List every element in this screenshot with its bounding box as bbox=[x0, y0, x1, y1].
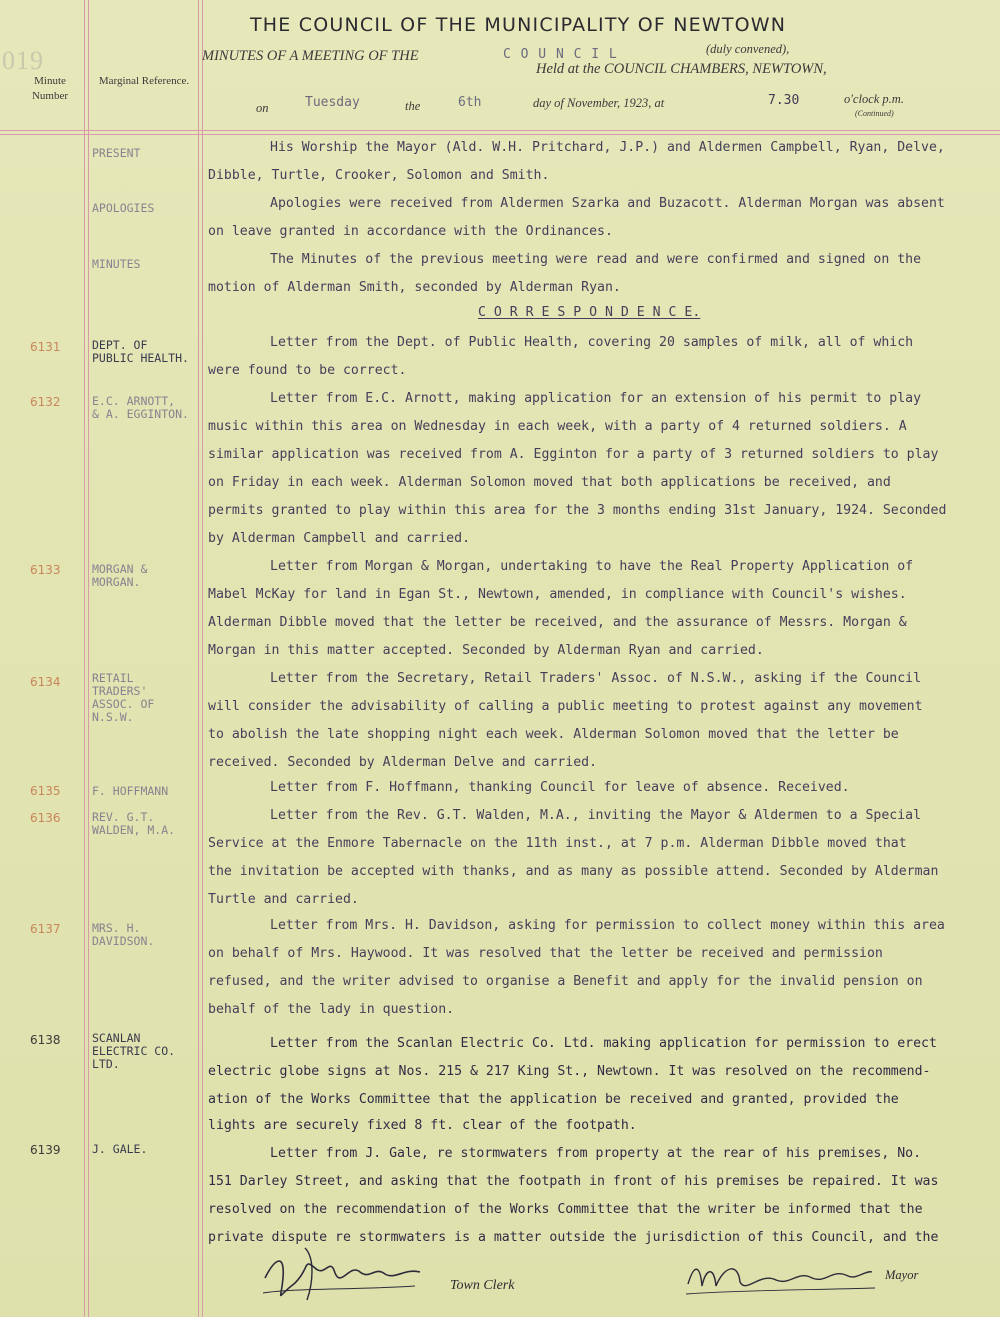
e6134-line-4: received. Seconded by Alderman Delve and carried. bbox=[208, 755, 598, 770]
marginal-ref-6136: REV. G.T. WALDEN, M.A. bbox=[92, 810, 176, 837]
town-clerk-label: Town Clerk bbox=[450, 1278, 515, 1293]
mayor-label: Mayor bbox=[885, 1268, 919, 1282]
continued-label: (Continued) bbox=[855, 109, 894, 118]
marginal-ref-6137: MRS. H. DAVIDSON. bbox=[92, 921, 155, 948]
held-at-label: Held at the COUNCIL CHAMBERS, NEWTOWN, bbox=[536, 61, 827, 77]
e6138-line-4: lights are securely fixed 8 ft. clear of the footpath. bbox=[208, 1118, 637, 1133]
e6132-line-4: on Friday in each week. Alderman Solomon moved that both applications be received, and bbox=[208, 475, 891, 490]
marginal-reference-column-rule-inner bbox=[202, 0, 203, 1317]
e6132-line-6: by Alderman Campbell and carried. bbox=[208, 531, 471, 546]
present-line-1: His Worship the Mayor (Ald. W.H. Pritchard, J.P.) and Aldermen Campbell, Ryan, Delve, bbox=[270, 140, 945, 155]
town-clerk-signature bbox=[255, 1238, 445, 1308]
ghost-page-number: 019 bbox=[2, 46, 44, 75]
day-of-label: day of November, 1923, at bbox=[533, 96, 665, 110]
marginal-ref-6133: MORGAN & MORGAN. bbox=[92, 562, 148, 589]
e6137-line-2: on behalf of Mrs. Haywood. It was resolved that the letter be received and permission bbox=[208, 946, 883, 961]
e6134-line-2: will consider the advisability of calling a public meeting to protest against any movement bbox=[208, 699, 923, 714]
e6139-line-1: Letter from J. Gale, re stormwaters from property at the rear of his premises, No. bbox=[270, 1146, 922, 1161]
the-label: the bbox=[405, 99, 421, 113]
mayor-signature bbox=[680, 1254, 880, 1304]
e6134-line-3: to abolish the late shopping night each week. Alderman Solomon moved that the letter be bbox=[208, 727, 899, 742]
e6139-line-4: private dispute re stormwaters is a matter outside the jurisdiction of this Council, and the bbox=[208, 1230, 939, 1245]
marginal-ref-6132: E.C. ARNOTT, & A. EGGINTON. bbox=[92, 394, 189, 421]
e6133-line-1: Letter from Morgan & Morgan, undertaking to have the Real Property Application of bbox=[270, 559, 914, 574]
marginal-ref-present: PRESENT bbox=[92, 146, 141, 160]
correspondence-heading: C O R R E S P O N D E N C E. bbox=[478, 305, 701, 320]
e6133-line-4: Morgan in this matter accepted. Seconded by Alderman Ryan and carried. bbox=[208, 643, 764, 658]
marginal-reference-column-header: Marginal Reference. bbox=[98, 75, 190, 87]
meeting-day-number: 6th bbox=[458, 95, 482, 110]
apologies-line-2: on leave granted in accordance with the Ordinances. bbox=[208, 224, 613, 239]
meeting-time: 7.30 bbox=[768, 93, 800, 108]
minute-number-6136: 6136 bbox=[30, 811, 61, 825]
e6131-line-2: were found to be correct. bbox=[208, 363, 407, 378]
header-rule-inner bbox=[0, 134, 1000, 135]
e6138-line-2: electric globe signs at Nos. 215 & 217 King St., Newtown. It was resolved on the recommend- bbox=[208, 1064, 931, 1079]
header-rule bbox=[0, 130, 1000, 131]
marginal-ref-6135: F. HOFFMANN bbox=[92, 784, 169, 798]
e6138-line-1: Letter from the Scanlan Electric Co. Ltd. making application for permission to erect bbox=[270, 1036, 937, 1051]
minute-number-column-header: Minute Number bbox=[31, 75, 69, 102]
e6133-line-3: Alderman Dibble moved that the letter be received, and the assurance of Messrs. Morgan & bbox=[208, 615, 907, 630]
duly-convened-label: (duly convened), bbox=[706, 42, 790, 56]
minute-number-6134: 6134 bbox=[30, 675, 61, 689]
minutes-line-2: motion of Alderman Smith, seconded by Alderman Ryan. bbox=[208, 280, 621, 295]
on-label: on bbox=[256, 101, 269, 115]
marginal-ref-6131: DEPT. OF PUBLIC HEALTH. bbox=[92, 338, 189, 365]
minutes-line-1: The Minutes of the previous meeting were read and were confirmed and signed on the bbox=[270, 252, 922, 267]
e6139-line-3: resolved on the recommendation of the Works Committee that the writer be informed that the bbox=[208, 1202, 923, 1217]
e6139-line-2: 151 Darley Street, and asking that the footpath in front of his premises be repaired. It was bbox=[208, 1174, 939, 1189]
minute-number-6139: 6139 bbox=[30, 1143, 61, 1157]
e6133-line-2: Mabel McKay for land in Egan St., Newtown, amended, in compliance with Council's wishes. bbox=[208, 587, 907, 602]
e6137-line-3: refused, and the writer advised to organise a Benefit and apply for the invalid pension on bbox=[208, 974, 923, 989]
marginal-ref-6139: J. GALE. bbox=[92, 1142, 148, 1156]
page-title: THE COUNCIL OF THE MUNICIPALITY OF NEWTOWN bbox=[250, 14, 787, 36]
present-line-2: Dibble, Turtle, Crooker, Solomon and Smith. bbox=[208, 168, 550, 183]
marginal-reference-column-rule bbox=[198, 0, 199, 1317]
marginal-ref-6134: RETAIL TRADERS' ASSOC. OF N.S.W. bbox=[92, 671, 155, 724]
e6136-line-1: Letter from the Rev. G.T. Walden, M.A., inviting the Mayor & Aldermen to a Special bbox=[270, 808, 922, 823]
e6132-line-3: similar application was received from A. Egginton for a party of 3 returned soldiers to play bbox=[208, 447, 939, 462]
marginal-ref-6138: SCANLAN ELECTRIC CO. LTD. bbox=[92, 1031, 176, 1071]
minute-number-6137: 6137 bbox=[30, 922, 61, 936]
e6132-line-2: music within this area on Wednesday in each week, with a party of 4 returned soldiers. A bbox=[208, 419, 907, 434]
e6135-line-1: Letter from F. Hoffmann, thanking Council for leave of absence. Received. bbox=[270, 780, 850, 795]
e6136-line-3: the invitation be accepted with thanks, and as many as possible attend. Seconded by Alderman bbox=[208, 864, 939, 879]
meeting-type: C O U N C I L bbox=[503, 47, 618, 62]
minute-number-6138: 6138 bbox=[30, 1033, 61, 1047]
minutes-of-label: MINUTES OF A MEETING OF THE bbox=[202, 48, 419, 64]
meeting-weekday: Tuesday bbox=[305, 95, 360, 110]
e6132-line-5: permits granted to play within this area for the 3 months ending 31st January, 1924. Seconded bbox=[208, 503, 947, 518]
minute-number-column-rule-inner bbox=[88, 0, 89, 1317]
minute-number-6135: 6135 bbox=[30, 784, 61, 798]
minute-number-6132: 6132 bbox=[30, 395, 61, 409]
e6131-line-1: Letter from the Dept. of Public Health, covering 20 samples of milk, all of which bbox=[270, 335, 914, 350]
e6136-line-2: Service at the Enmore Tabernacle on the 11th inst., at 7 p.m. Alderman Dibble moved that bbox=[208, 836, 907, 851]
minute-number-6133: 6133 bbox=[30, 563, 61, 577]
e6132-line-1: Letter from E.C. Arnott, making application for an extension of his permit to play bbox=[270, 391, 922, 406]
apologies-line-1: Apologies were received from Aldermen Szarka and Buzacott. Alderman Morgan was absent bbox=[270, 196, 945, 211]
e6138-line-3: ation of the Works Committee that the application be received and granted, provided the bbox=[208, 1092, 899, 1107]
e6137-line-4: behalf of the lady in question. bbox=[208, 1002, 455, 1017]
marginal-ref-apologies: APOLOGIES bbox=[92, 201, 155, 215]
oclock-label: o'clock p.m. bbox=[844, 92, 904, 106]
minute-number-6131: 6131 bbox=[30, 340, 61, 354]
e6134-line-1: Letter from the Secretary, Retail Traders' Assoc. of N.S.W., asking if the Council bbox=[270, 671, 922, 686]
minute-number-column-rule bbox=[84, 0, 85, 1317]
e6137-line-1: Letter from Mrs. H. Davidson, asking for permission to collect money within this area bbox=[270, 918, 945, 933]
e6136-line-4: Turtle and carried. bbox=[208, 892, 359, 907]
marginal-ref-minutes: MINUTES bbox=[92, 257, 141, 271]
